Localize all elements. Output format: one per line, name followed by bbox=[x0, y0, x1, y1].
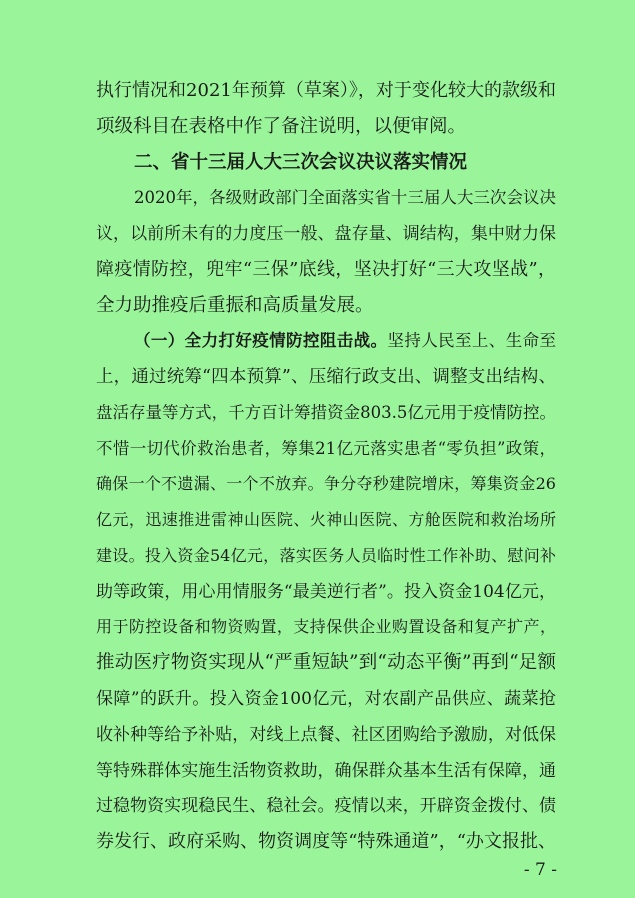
body-text-line: 推动医疗物资实现从“严重短缺”到“动态平衡”再到“足额 bbox=[96, 652, 556, 674]
body-text-line: 助等政策，用心用情服务“最美逆行者”。投入资金104亿元， bbox=[96, 581, 556, 602]
body-text-line: 过稳物资实现稳民生、稳社会。疫情以来，开辟资金拨付、债 bbox=[96, 796, 556, 817]
body-text-line: 建设。投入资金54亿元，落实医务人员临时性工作补助、慰问补 bbox=[96, 545, 556, 565]
body-text-line: 上，通过统筹“四本预算”、压缩行政支出、调整支出结构、 bbox=[96, 367, 556, 388]
body-text-line: 券发行、政府采购、物资调度等“特殊通道”，“办文报批、 bbox=[96, 831, 556, 852]
body-text-line: 项级科目在表格中作了备注说明，以便审阅。 bbox=[96, 115, 467, 137]
subsection-heading: （一）全力打好疫情防控阻击战。 bbox=[134, 331, 388, 351]
body-text-line: 亿元，迅速推进雷神山医院、火神山医院、方舱医院和救治场所 bbox=[96, 510, 556, 530]
body-text-line: 2020年，各级财政部门全面落实省十三届人大三次会议决 bbox=[134, 188, 556, 208]
body-text-line: 确保一个不遗漏、一个不放弃。争分夺秒建院增床，筹集资金26 bbox=[96, 474, 556, 494]
body-text-line: 用于防控设备和物资购置，支持保供企业购置设备和复产扩产， bbox=[96, 617, 556, 637]
body-text-line: 障疫情防控，兜牢“三保”底线，坚决打好“三大攻坚战”， bbox=[96, 258, 556, 280]
subsection-paragraph-start bbox=[134, 327, 556, 355]
body-text-line: 保障”的跃升。投入资金100亿元，对农副产品供应、蔬菜抢 bbox=[96, 689, 556, 709]
body-text-line: 不惜一切代价救治患者，筹集21亿元落实患者“零负担”政策， bbox=[96, 438, 556, 458]
body-text-line: 议，以前所未有的力度压一般、盘存量、调结构，集中财力保 bbox=[96, 224, 556, 244]
body-text-line: 等特殊群体实施生活物资救助，确保群众基本生活有保障，通 bbox=[96, 760, 556, 781]
body-text-line: 全力助推疫后重振和高质量发展。 bbox=[96, 294, 374, 316]
body-text-line: 执行情况和2021年预算（草案）》，对于变化较大的款级和 bbox=[96, 80, 556, 101]
section-heading: 二、省十三届人大三次会议决议落实情况 bbox=[134, 151, 468, 173]
page-number: - 7 - bbox=[523, 860, 557, 880]
body-text-run: 坚持人民至上、生命至 bbox=[387, 331, 557, 351]
body-text-line: 收补种等给予补贴，对线上点餐、社区团购给予激励，对低保 bbox=[96, 724, 556, 745]
body-text-line: 盘活存量等方式，千方百计筹措资金803.5亿元用于疫情防控。 bbox=[96, 402, 556, 422]
